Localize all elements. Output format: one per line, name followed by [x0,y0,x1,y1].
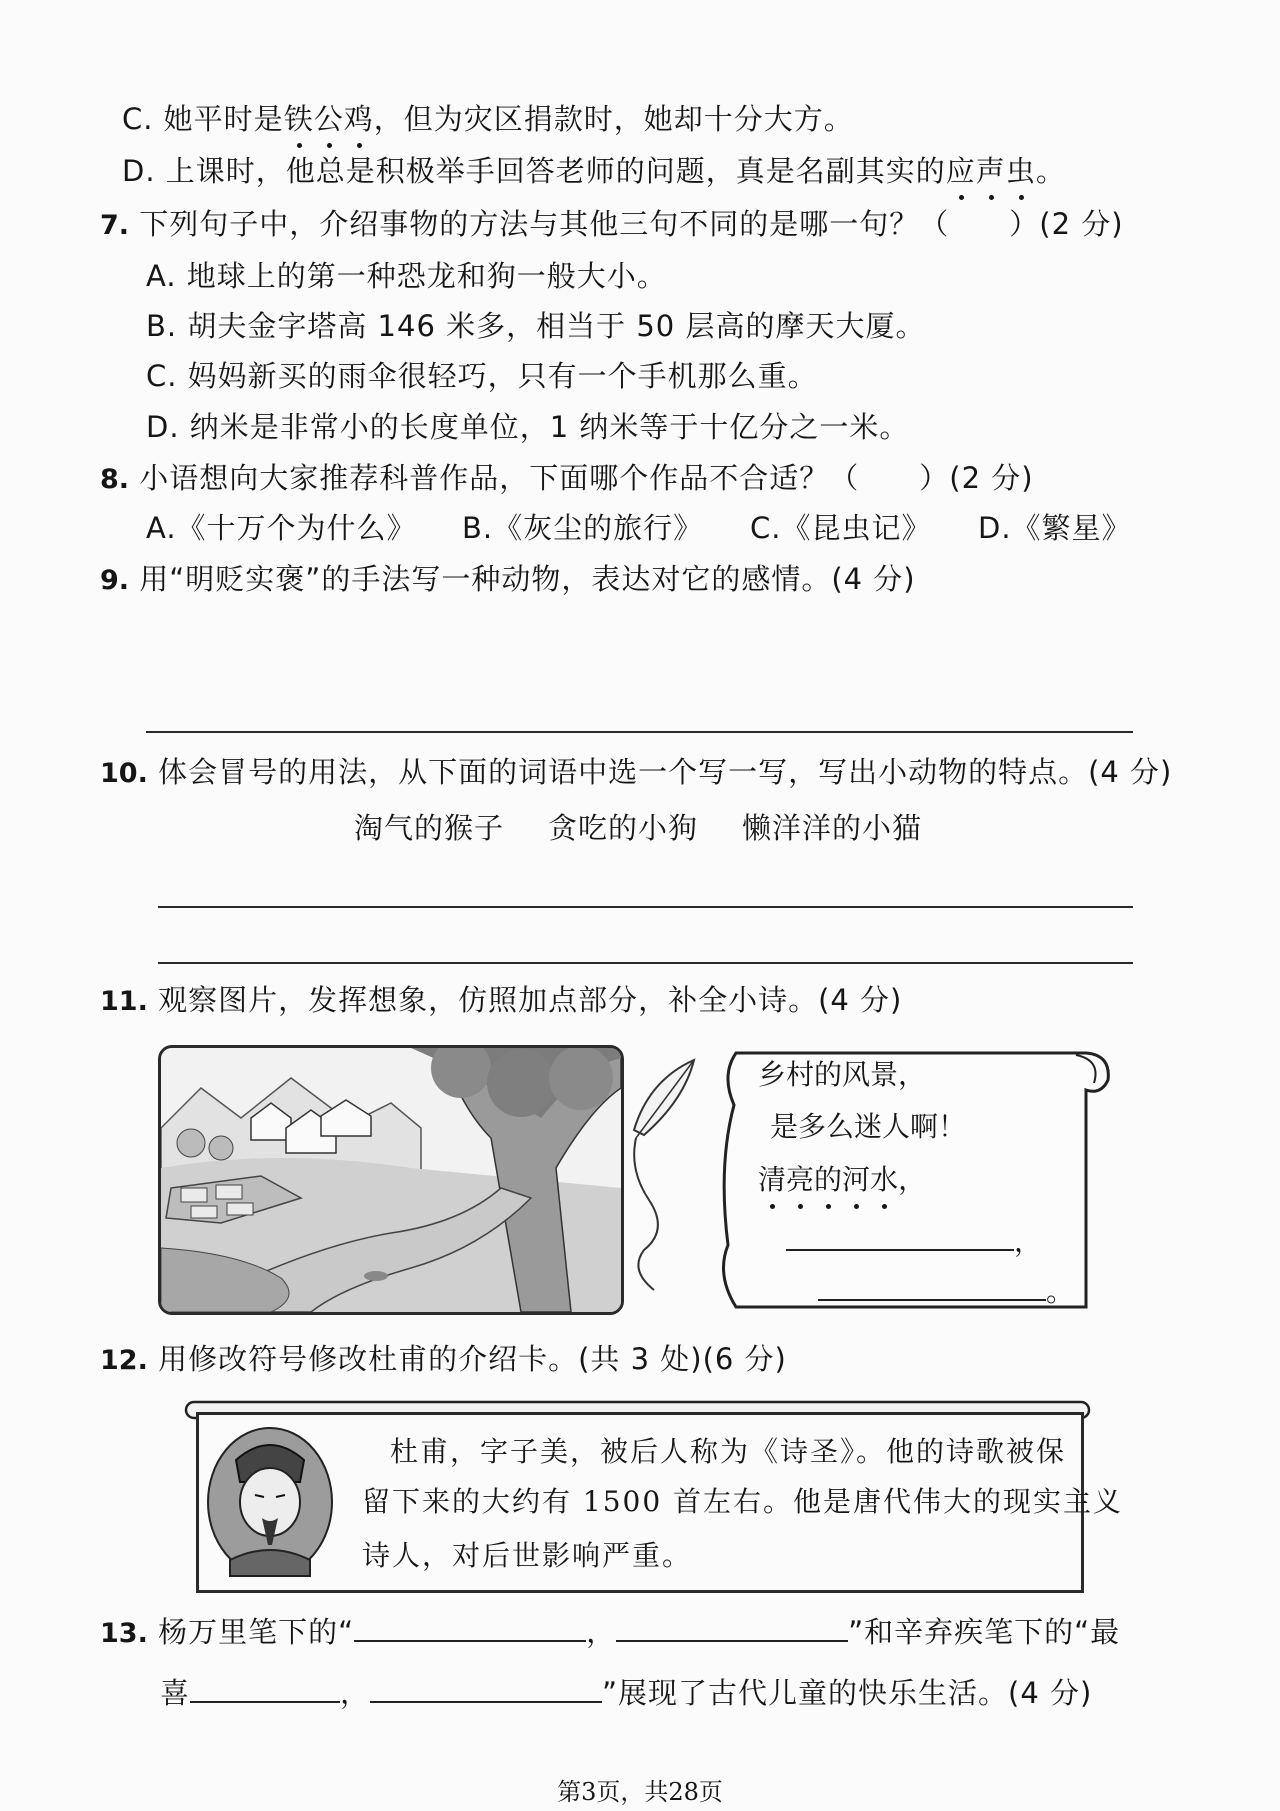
portrait-drawing [200,1420,340,1580]
q8-prompt: 8. 小语想向大家推荐科普作品，下面哪个作品不合适？（ ）(2 分) [100,461,1034,495]
q7-option-b: B. 胡夫金字塔高 146 米多，相当于 50 层高的摩天大厦。 [146,309,926,343]
fill-blank[interactable] [190,1675,340,1703]
question-number: 9. [100,565,130,596]
emphasis-char: 河 [842,1160,870,1200]
question-number: 10. [100,758,148,789]
answer-line[interactable] [146,731,1133,733]
q8-option-d: D.《繁星》 [978,511,1132,545]
fill-blank[interactable] [818,1273,1046,1301]
emphasis-char: 亮 [786,1160,814,1200]
q8-option-c: C.《昆虫记》 [750,511,932,545]
page-number: 第3页，共28页 [557,1778,723,1806]
emphasis-char: 应 [946,151,976,191]
emphasis-char: 清 [758,1160,786,1200]
q6-option-c: C. 她平时是铁公鸡，但为灾区捐款时，她却十分大方。 [122,99,854,139]
question-number: 11. [100,986,148,1017]
emphasis-char: 虫 [1006,151,1036,191]
card-line-2: 留下来的大约有 1500 首左右。他是唐代伟大的现实主义 [362,1485,1124,1518]
fill-blank[interactable] [354,1614,586,1642]
emphasis-char: 公 [314,99,344,139]
q10-word-2: 贪吃的小狗 [548,811,699,845]
fill-blank[interactable] [370,1675,602,1703]
q8-option-a: A.《十万个为什么》 [146,511,417,545]
q11-prompt: 11. 观察图片，发挥想象，仿照加点部分，补全小诗。(4 分) [100,983,903,1017]
fill-blank[interactable] [616,1614,848,1642]
q6-option-d: D. 上课时，他总是积极举手回答老师的问题，真是名副其实的应声虫。 [122,151,1066,191]
emphasis-char: 的 [814,1160,842,1200]
du-fu-portrait [200,1420,340,1580]
poem-blank-line-1: ， [786,1222,1042,1262]
answer-line[interactable] [158,906,1133,908]
q7-prompt: 7. 下列句子中，介绍事物的方法与其他三句不同的是哪一句？（ ）(2 分) [100,207,1124,241]
quill-drawing [624,1050,704,1300]
poem-line-2: 是多么迷人啊！ [770,1110,967,1143]
answer-line[interactable] [158,962,1133,964]
poem-blank-line-2: 。 [818,1272,1074,1312]
q13-line-1: 13. 杨万里笔下的“ ， ”和辛弃疾笔下的“最 [100,1615,1121,1649]
q7-option-a: A. 地球上的第一种恐龙和狗一般大小。 [146,259,667,293]
q9-prompt: 9. 用“明贬实褒”的手法写一种动物，表达对它的感情。(4 分) [100,562,916,596]
emphasis-char: 铁 [284,99,314,139]
fill-blank[interactable] [786,1223,1014,1251]
quill-pen-icon [624,1050,704,1300]
q8-option-b: B.《灰尘的旅行》 [462,511,704,545]
q10-prompt: 10. 体会冒号的用法，从下面的词语中选一个写一写，写出小动物的特点。(4 分) [100,755,1173,789]
emphasis-char: 鸡 [344,99,374,139]
question-number: 7. [100,210,130,241]
emphasis-char: 水 [870,1160,898,1200]
q10-word-1: 淘气的猴子 [354,811,505,845]
countryside-drawing [161,1048,621,1312]
countryside-illustration [158,1045,624,1315]
poem-line-1: 乡村的风景， [758,1058,927,1091]
q7-option-d: D. 纳米是非常小的长度单位，1 纳米等于十亿分之一米。 [146,410,910,444]
q7-option-c: C. 妈妈新买的雨伞很轻巧，只有一个手机那么重。 [146,359,818,393]
question-number: 12. [100,1345,148,1376]
q12-prompt: 12. 用修改符号修改杜甫的介绍卡。(共 3 处)(6 分) [100,1342,787,1376]
question-number: 13. [100,1618,148,1649]
q10-word-3: 懒洋洋的小猫 [742,811,923,845]
q13-line-2: 喜 ， ”展现了古代儿童的快乐生活。(4 分) [160,1676,1093,1710]
poem-line-3: 清亮的河水， [758,1160,926,1200]
card-line-1: 杜甫，字子美，被后人称为《诗圣》。他的诗歌被保 [390,1435,1067,1468]
emphasis-char: 声 [976,151,1006,191]
card-line-3: 诗人，对后世影响严重。 [362,1539,693,1572]
question-number: 8. [100,464,130,495]
